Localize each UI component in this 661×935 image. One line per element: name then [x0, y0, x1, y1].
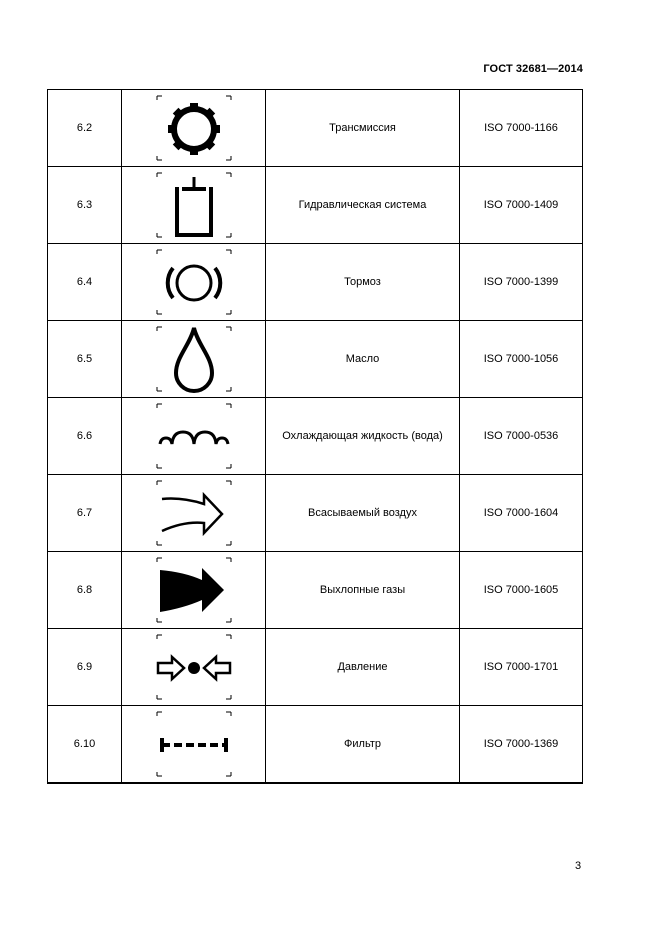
iso-reference: ISO 7000-1604: [460, 475, 583, 552]
table-row: [48, 244, 583, 321]
page-number: 3: [575, 860, 582, 872]
iso-reference: ISO 7000-1056: [460, 321, 583, 398]
table-row: [48, 706, 583, 784]
intake-air-icon: [154, 477, 234, 549]
symbol-name: Выхлопные газы: [266, 552, 460, 629]
iso-reference: ISO 7000-1701: [460, 629, 583, 706]
symbols-table: [47, 89, 583, 784]
iso-reference: ISO 7000-1166: [460, 90, 583, 167]
row-number: 6.9: [48, 629, 122, 706]
symbol-name: Охлаждающая жидкость (вода): [266, 398, 460, 475]
row-number: 6.8: [48, 552, 122, 629]
pressure-icon: [154, 631, 234, 703]
symbol-name: Масло: [266, 321, 460, 398]
symbol-name: Фильтр: [266, 706, 460, 784]
brake-icon: [154, 246, 234, 318]
iso-reference: ISO 7000-1369: [460, 706, 583, 784]
symbol-cell: [122, 167, 266, 244]
table-row: [48, 629, 583, 706]
table-row: [48, 90, 583, 167]
coolant-wave-icon: [154, 400, 234, 472]
row-number: 6.10: [48, 706, 122, 784]
transmission-gear-icon: [154, 92, 234, 164]
table-row: [48, 321, 583, 398]
table-row: [48, 398, 583, 475]
iso-reference: ISO 7000-0536: [460, 398, 583, 475]
symbol-cell: [122, 552, 266, 629]
row-number: 6.6: [48, 398, 122, 475]
symbol-name: Тормоз: [266, 244, 460, 321]
symbol-name: Трансмиссия: [266, 90, 460, 167]
table-row: [48, 552, 583, 629]
iso-reference: ISO 7000-1399: [460, 244, 583, 321]
iso-reference: ISO 7000-1605: [460, 552, 583, 629]
symbol-cell: [122, 321, 266, 398]
row-number: 6.5: [48, 321, 122, 398]
symbol-cell: [122, 475, 266, 552]
row-number: 6.4: [48, 244, 122, 321]
hydraulic-system-icon: [154, 169, 234, 241]
oil-drop-icon: [154, 323, 234, 395]
filter-icon: [154, 708, 234, 780]
row-number: 6.3: [48, 167, 122, 244]
row-number: 6.7: [48, 475, 122, 552]
document-header: ГОСТ 32681—2014: [483, 63, 583, 75]
table-row: [48, 167, 583, 244]
table-row: [48, 475, 583, 552]
symbol-name: Всасываемый воздух: [266, 475, 460, 552]
symbol-cell: [122, 398, 266, 475]
iso-reference: ISO 7000-1409: [460, 167, 583, 244]
row-number: 6.2: [48, 90, 122, 167]
symbol-name: Гидравлическая система: [266, 167, 460, 244]
exhaust-gas-icon: [154, 554, 234, 626]
symbol-cell: [122, 629, 266, 706]
symbol-cell: [122, 244, 266, 321]
symbol-cell: [122, 90, 266, 167]
symbol-name: Давление: [266, 629, 460, 706]
symbol-cell: [122, 706, 266, 784]
